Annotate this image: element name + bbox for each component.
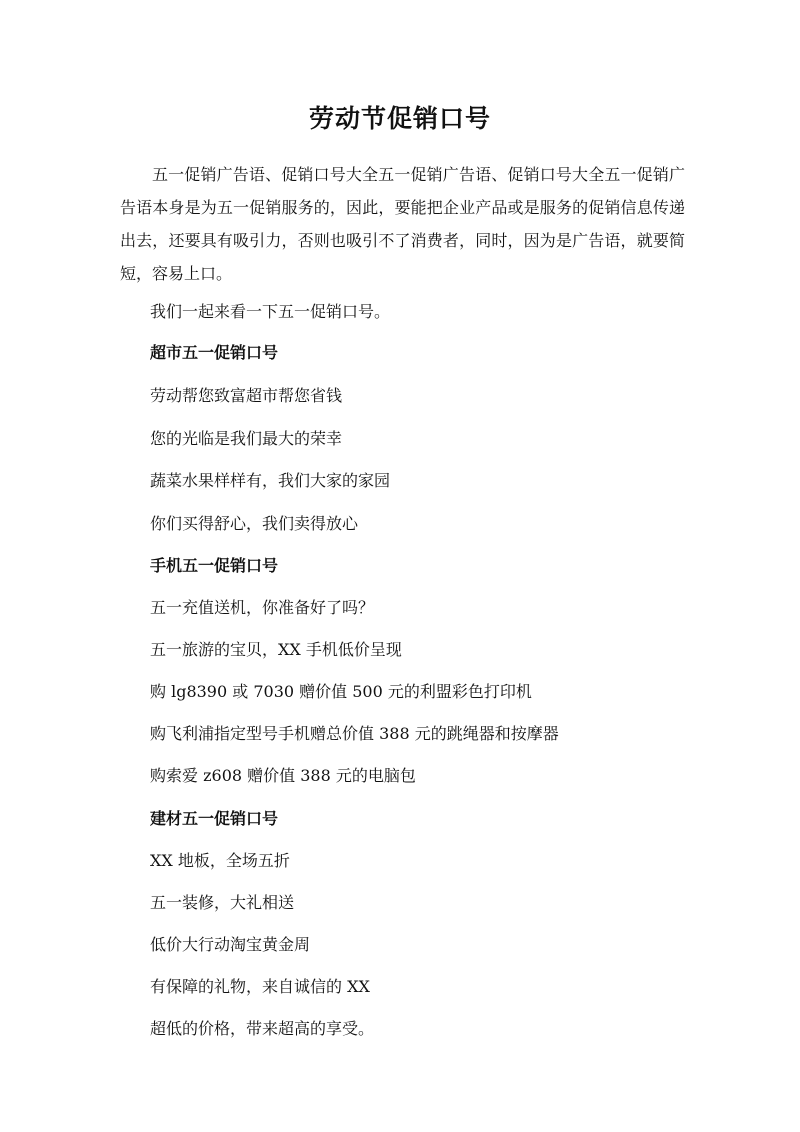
section-heading-mobile: 手机五一促销口号 [150, 556, 279, 575]
slogan-line: 蔬菜水果样样有，我们大家的家园 [150, 471, 391, 490]
slogan-line: 有保障的礼物，来自诚信的 XX [150, 977, 370, 996]
slogan-line: 劳动帮您致富超市帮您省钱 [150, 386, 343, 405]
slogan-line: 购飞利浦指定型号手机赠总价值 388 元的跳绳器和按摩器 [150, 724, 559, 743]
slogan-line: 超低的价格，带来超高的享受。 [150, 1019, 375, 1038]
section-heading-building-materials: 建材五一促销口号 [150, 809, 279, 828]
slogan-line: 低价大行动淘宝黄金周 [150, 935, 311, 954]
slogan-line: 你们买得舒心，我们卖得放心 [150, 514, 359, 533]
slogan-line: 五一旅游的宝贝，XX 手机低价呈现 [150, 640, 402, 659]
intro-paragraph: 五一促销广告语、促销口号大全五一促销广告语、促销口号大全五一促销广告语本身是为五一促销服务的，因此，要能把企业产品或是服务的促销信息传递出去，还要具有吸引力，否则也吸引不了消费者，同时，因为是广告语，就要简短，容易上口。 [120, 165, 685, 283]
slogan-line: 五一装修，大礼相送 [150, 893, 295, 912]
lead-line: 我们一起来看一下五一促销口号。 [150, 302, 391, 321]
slogan-line: 购索爱 z608 赠价值 388 元的电脑包 [150, 766, 416, 785]
section-heading-supermarket: 超市五一促销口号 [150, 343, 279, 362]
slogan-line: 五一充值送机，你准备好了吗？ [150, 598, 375, 617]
slogan-line: 购 lg8390 或 7030 赠价值 500 元的利盟彩色打印机 [150, 682, 532, 701]
document-title: 劳动节促销口号 [308, 103, 491, 133]
slogan-line: XX 地板，全场五折 [150, 851, 290, 870]
slogan-line: 您的光临是我们最大的荣幸 [150, 429, 343, 448]
